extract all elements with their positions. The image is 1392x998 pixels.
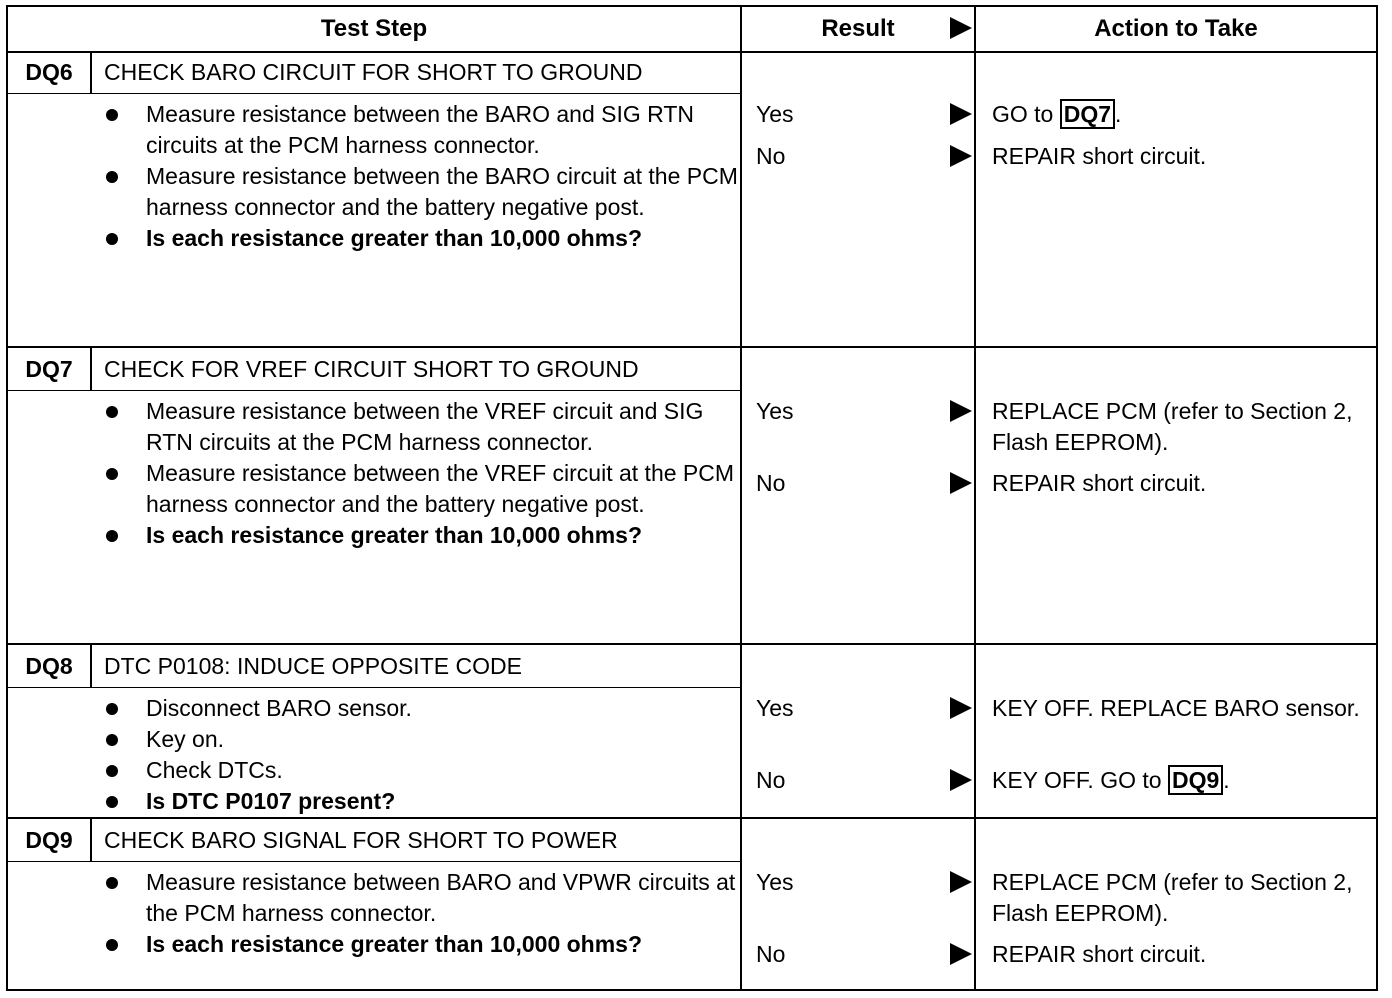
action-tail: . <box>1223 767 1230 793</box>
action-no: REPAIR short circuit. <box>992 941 1207 967</box>
header-test-step: Test Step <box>320 15 428 42</box>
action-no <box>992 765 1372 796</box>
action-text: KEY OFF. GO to <box>992 767 1168 793</box>
bullet-item: Measure resistance between the BARO and SIG RTN circuits at the PCM harness connector. <box>100 99 740 161</box>
header-result: Result <box>821 15 895 42</box>
step-bullets <box>100 693 740 817</box>
action-yes: REPLACE PCM (refer to Section 2, Flash EEPROM). <box>992 869 1353 926</box>
step-bullets <box>100 99 740 254</box>
table-header <box>8 7 1376 53</box>
action-yes: REPLACE PCM (refer to Section 2, Flash EEPROM). <box>992 398 1353 455</box>
result-no: No <box>756 941 786 967</box>
arrow-icon <box>950 769 972 791</box>
bullet-item: Measure resistance between the VREF circuit and SIG RTN circuits at the PCM harness connector. <box>100 396 740 458</box>
title-divider <box>8 390 740 391</box>
result-no: No <box>756 143 786 169</box>
result-no: No <box>756 767 786 793</box>
step-reference-link[interactable]: DQ9 <box>1168 765 1223 795</box>
arrow-icon <box>950 472 972 494</box>
step-code: DQ6 <box>25 59 73 85</box>
arrow-icon <box>950 145 972 167</box>
bullet-item: Measure resistance between BARO and VPWR circuits at the PCM harness connector. <box>100 867 740 929</box>
step-code: DQ8 <box>25 653 73 679</box>
header-action: Action to Take <box>1094 15 1258 42</box>
step-title: CHECK BARO SIGNAL FOR SHORT TO POWER <box>104 827 618 853</box>
arrow-icon <box>950 697 972 719</box>
step-bullets <box>100 396 740 551</box>
step-bullets <box>100 867 740 960</box>
step-title: DTC P0108: INDUCE OPPOSITE CODE <box>104 653 522 679</box>
column-divider <box>974 7 976 989</box>
arrow-icon <box>950 400 972 422</box>
step-title: CHECK BARO CIRCUIT FOR SHORT TO GROUND <box>104 59 643 85</box>
column-divider <box>740 7 742 989</box>
bullet-item: Check DTCs. <box>100 755 740 786</box>
result-yes: Yes <box>756 695 794 721</box>
bullet-item: Disconnect BARO sensor. <box>100 693 740 724</box>
title-divider <box>8 687 740 688</box>
bullet-question: Is each resistance greater than 10,000 ohms? <box>100 520 740 551</box>
title-divider <box>8 861 740 862</box>
bullet-item: Measure resistance between the BARO circuit at the PCM harness connector and the battery negative post. <box>100 161 740 223</box>
bullet-question: Is DTC P0107 present? <box>100 786 740 817</box>
diagnostic-table <box>6 5 1378 991</box>
action-text: GO to <box>992 101 1060 127</box>
header-arrow-icon <box>950 17 972 39</box>
step-title: CHECK FOR VREF CIRCUIT SHORT TO GROUND <box>104 356 639 382</box>
action-no: REPAIR short circuit. <box>992 470 1207 496</box>
bullet-item: Measure resistance between the VREF circuit at the PCM harness connector and the battery negative post. <box>100 458 740 520</box>
arrow-icon <box>950 943 972 965</box>
step-code: DQ9 <box>25 827 73 853</box>
result-yes: Yes <box>756 869 794 895</box>
arrow-icon <box>950 103 972 125</box>
code-divider <box>90 645 92 687</box>
bullet-item: Key on. <box>100 724 740 755</box>
bullet-question: Is each resistance greater than 10,000 ohms? <box>100 223 740 254</box>
title-divider <box>8 93 740 94</box>
result-no: No <box>756 470 786 496</box>
arrow-icon <box>950 871 972 893</box>
result-yes: Yes <box>756 398 794 424</box>
action-no: REPAIR short circuit. <box>992 143 1207 169</box>
step-code: DQ7 <box>25 356 73 382</box>
step-reference-link[interactable]: DQ7 <box>1060 99 1115 129</box>
action-tail: . <box>1115 101 1122 127</box>
action-yes <box>992 99 1372 130</box>
code-divider <box>90 819 92 861</box>
code-divider <box>90 348 92 390</box>
action-yes: KEY OFF. REPLACE BARO sensor. <box>992 695 1360 721</box>
result-yes: Yes <box>756 101 794 127</box>
bullet-question: Is each resistance greater than 10,000 ohms? <box>100 929 740 960</box>
code-divider <box>90 51 92 93</box>
